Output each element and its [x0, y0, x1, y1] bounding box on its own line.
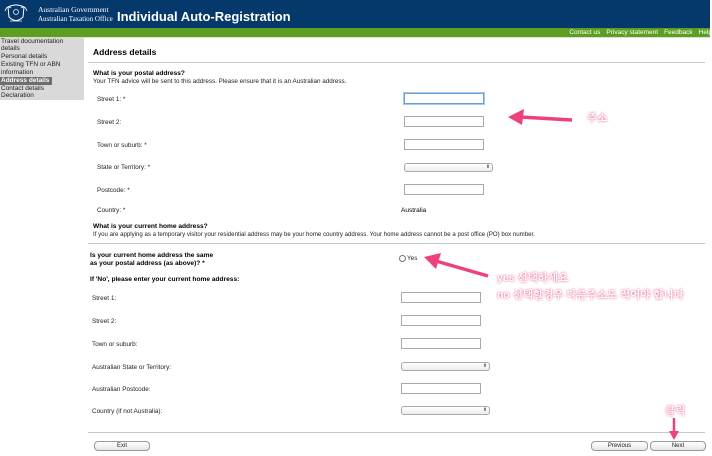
- page-title: Address details: [93, 47, 157, 57]
- sidebar-item-contact-details[interactable]: Contact details: [1, 85, 44, 92]
- yes-radio[interactable]: [399, 255, 406, 262]
- home-state-label: Australian State or Territory:: [92, 364, 172, 371]
- site-header: [0, 0, 710, 28]
- sidebar-item-personal-details[interactable]: Personal details: [1, 53, 48, 60]
- sidebar-item-travel-documentation-cont[interactable]: details: [1, 45, 20, 52]
- town-input[interactable]: [404, 139, 484, 150]
- privacy-statement-link[interactable]: Privacy statement: [606, 29, 659, 36]
- postcode-label: Postcode: *: [97, 187, 130, 194]
- home-street2-input[interactable]: [401, 315, 481, 326]
- divider: [84, 37, 710, 38]
- same-address-question-line2: as your postal address (as above)? *: [90, 260, 205, 267]
- sidebar-item-existing-tfn-cont[interactable]: information: [1, 69, 34, 76]
- click-annotation: 클릭: [665, 405, 686, 417]
- home-address-question: What is your current home address?: [93, 223, 208, 230]
- same-address-question-line1: Is your current home address the same: [90, 252, 214, 259]
- if-no-instruction: If 'No', please enter your current home address:: [90, 276, 240, 283]
- yes-annotation: yes 선택하세요: [497, 272, 569, 284]
- home-country-label: Country (if not Australia):: [92, 408, 163, 415]
- agency-name: Australian Taxation Office: [38, 15, 113, 23]
- divider: [88, 432, 705, 433]
- postcode-input[interactable]: [404, 184, 484, 195]
- home-street1-label: Street 1:: [92, 295, 117, 302]
- help-link[interactable]: Help: [698, 29, 712, 36]
- previous-button[interactable]: Previous: [591, 441, 648, 451]
- street2-label: Street 2:: [97, 119, 122, 126]
- no-annotation: no 선택할경우 다른주소도 적어야 합니다: [497, 289, 684, 301]
- divider: [88, 62, 705, 63]
- sidebar-item-existing-tfn[interactable]: Existing TFN or ABN: [1, 61, 61, 68]
- street2-input[interactable]: [404, 116, 484, 127]
- next-button[interactable]: Next: [650, 441, 706, 451]
- address-annotation: 주소: [587, 112, 608, 124]
- exit-button[interactable]: Exit: [94, 441, 150, 451]
- contact-us-link[interactable]: Contact us: [569, 29, 601, 36]
- sidebar-item-declaration[interactable]: Declaration: [1, 92, 34, 99]
- country-label: Country: *: [97, 207, 126, 214]
- postal-address-question: What is your postal address?: [93, 70, 185, 77]
- postal-address-description: Your TFN advice will be sent to this address. Please ensure that it is an Australian address.: [93, 78, 347, 85]
- sidebar-item-address-details-label: Address details: [1, 77, 50, 84]
- street1-label: Street 1: *: [97, 96, 126, 103]
- utility-links: [569, 28, 712, 37]
- chevron-updown-icon: ⬍: [482, 363, 488, 369]
- app-title: Individual Auto-Registration: [117, 9, 291, 24]
- home-address-description: If you are applying as a temporary visitor your residential address may be your home country address. Your home address cannot be a post office (PO) box number.: [93, 231, 535, 238]
- government-name: Australian Government: [38, 5, 109, 14]
- divider: [88, 243, 705, 244]
- town-label: Town or suburb: *: [97, 142, 147, 149]
- street1-input[interactable]: [404, 93, 484, 104]
- home-town-input[interactable]: [401, 338, 481, 349]
- home-postcode-label: Australian Postcode:: [92, 386, 151, 393]
- state-select[interactable]: [404, 163, 493, 172]
- country-value: Australia: [401, 207, 427, 214]
- home-postcode-input[interactable]: [401, 383, 481, 394]
- home-country-select[interactable]: [401, 406, 490, 415]
- feedback-link[interactable]: Feedback: [664, 29, 693, 36]
- state-label: State or Territory: *: [97, 164, 151, 171]
- sidebar-item-travel-documentation[interactable]: Travel documentation: [1, 38, 64, 45]
- home-town-label: Town or suburb:: [92, 341, 138, 348]
- yes-radio-label: Yes: [407, 255, 418, 262]
- chevron-updown-icon: ⬍: [485, 164, 491, 170]
- coat-of-arms-icon: [4, 3, 28, 25]
- home-state-select[interactable]: [401, 362, 490, 371]
- home-street1-input[interactable]: [401, 292, 481, 303]
- chevron-updown-icon: ⬍: [482, 407, 488, 413]
- home-street2-label: Street 2:: [92, 318, 117, 325]
